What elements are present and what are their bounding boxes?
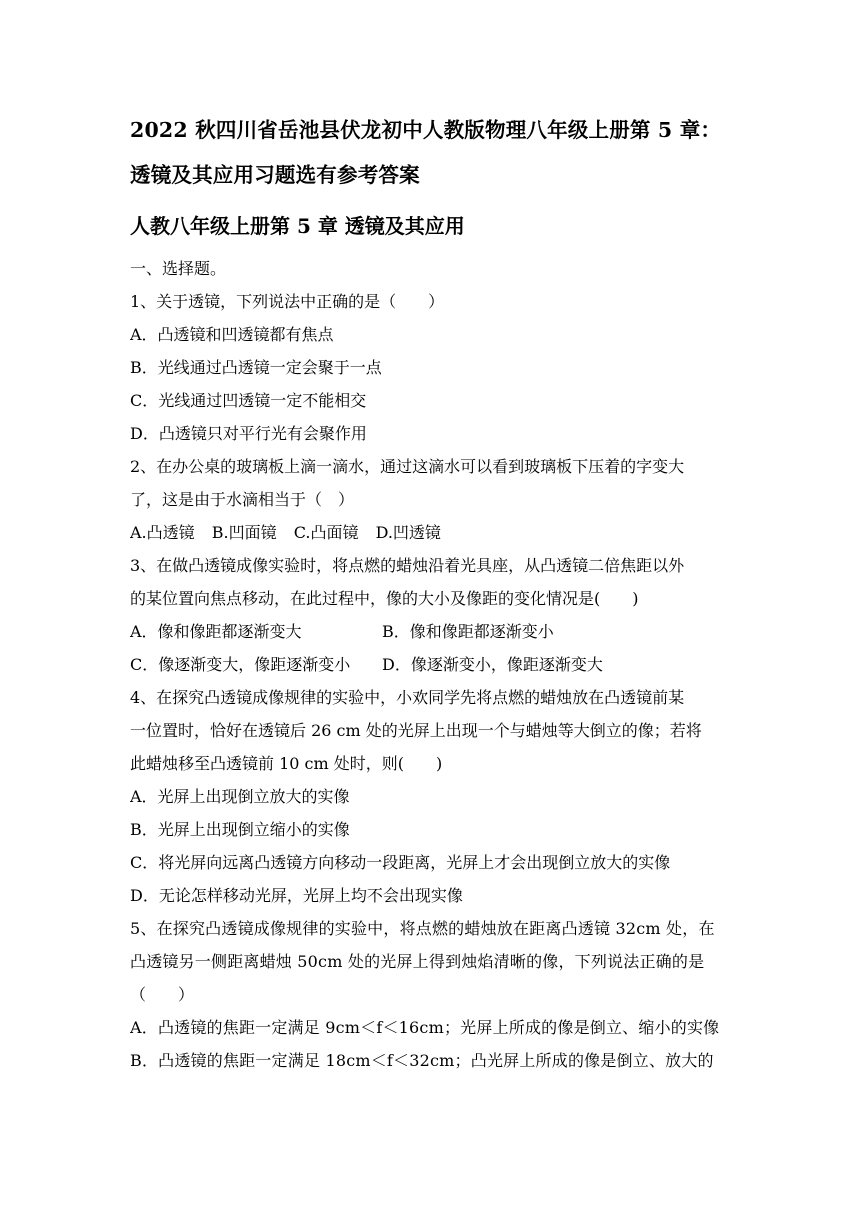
q3-stem-line1: 3、在做凸透镜成像实验时，将点燃的蜡烛沿着光具座，从凸透镜二倍焦距以外 xyxy=(130,556,685,575)
q4-option-d: D．无论怎样移动光屏，光屏上均不会出现实像 xyxy=(130,886,463,905)
q2-options xyxy=(130,516,734,549)
q1-option-d: D．凸透镜只对平行光有会聚作用 xyxy=(130,424,367,443)
q4-stem-line2: 一位置时，恰好在透镜后 26 cm 处的光屏上出现一个与蜡烛等大倒立的像；若将 xyxy=(130,721,702,740)
q2-option-a: A.凸透镜 xyxy=(130,523,195,542)
q1-option-a: A．凸透镜和凹透镜都有焦点 xyxy=(130,325,334,344)
q5-stem-line1: 5、在探究凸透镜成像规律的实验中，将点燃的蜡烛放在距离凸透镜 32cm 处，在 xyxy=(130,919,715,938)
q4-option-b: B．光屏上出现倒立缩小的实像 xyxy=(130,820,350,839)
document-body xyxy=(130,252,734,1077)
document-title: 2022 秋四川省岳池县伏龙初中人教版物理八年级上册第 5 章：透镜及其应用习题选有参考答案 xyxy=(130,118,722,187)
q3-options-row2 xyxy=(130,648,734,681)
q5-option-b: B．凸透镜的焦距一定满足 18cm＜f＜32cm；凸光屏上所成的像是倒立、放大的 xyxy=(130,1051,714,1070)
q4-stem-line3: 此蜡烛移至凸透镜前 10 cm 处时，则( ) xyxy=(130,754,443,773)
q5-option-a: A．凸透镜的焦距一定满足 9cm＜f＜16cm；光屏上所成的像是倒立、缩小的实像 xyxy=(130,1018,720,1037)
q5-stem-line2: 凸透镜另一侧距离蜡烛 50cm 处的光屏上得到烛焰清晰的像，下列说法正确的是 xyxy=(130,952,705,971)
q1-stem: 1、关于透镜，下列说法中正确的是（ ） xyxy=(130,292,445,311)
section-heading: 一、选择题。 xyxy=(130,259,227,278)
q5-stem-line3: （ ） xyxy=(130,985,195,1004)
q3-option-a: A．像和像距都逐渐变大 xyxy=(130,622,302,641)
q3-option-b: B．像和像距都逐渐变小 xyxy=(382,622,554,641)
chapter-subtitle: 人教八年级上册第 5 章 透镜及其应用 xyxy=(130,214,465,238)
q1-option-c: C．光线通过凹透镜一定不能相交 xyxy=(130,391,367,410)
q3-stem-line2: 的某位置向焦点移动，在此过程中，像的大小及像距的变化情况是( ) xyxy=(130,589,639,608)
q2-stem-line2: 了，这是由于水滴相当于（ ） xyxy=(130,490,355,509)
q4-option-a: A．光屏上出现倒立放大的实像 xyxy=(130,787,350,806)
q2-option-d: D.凹透镜 xyxy=(375,523,441,542)
q2-option-c: C.凸面镜 xyxy=(293,523,359,542)
q4-stem-line1: 4、在探究凸透镜成像规律的实验中，小欢同学先将点燃的蜡烛放在凸透镜前某 xyxy=(130,688,685,707)
q3-option-d: D．像逐渐变小，像距逐渐变大 xyxy=(382,655,603,674)
q2-option-b: B.凹面镜 xyxy=(211,523,277,542)
q3-options-row1 xyxy=(130,615,734,648)
q1-option-b: B．光线通过凸透镜一定会聚于一点 xyxy=(130,358,382,377)
q4-option-c: C．将光屏向远离凸透镜方向移动一段距离，光屏上才会出现倒立放大的实像 xyxy=(130,853,671,872)
q2-stem-line1: 2、在办公桌的玻璃板上滴一滴水，通过这滴水可以看到玻璃板下压着的字变大 xyxy=(130,457,685,476)
q3-option-c: C．像逐渐变大，像距逐渐变小 xyxy=(130,655,351,674)
